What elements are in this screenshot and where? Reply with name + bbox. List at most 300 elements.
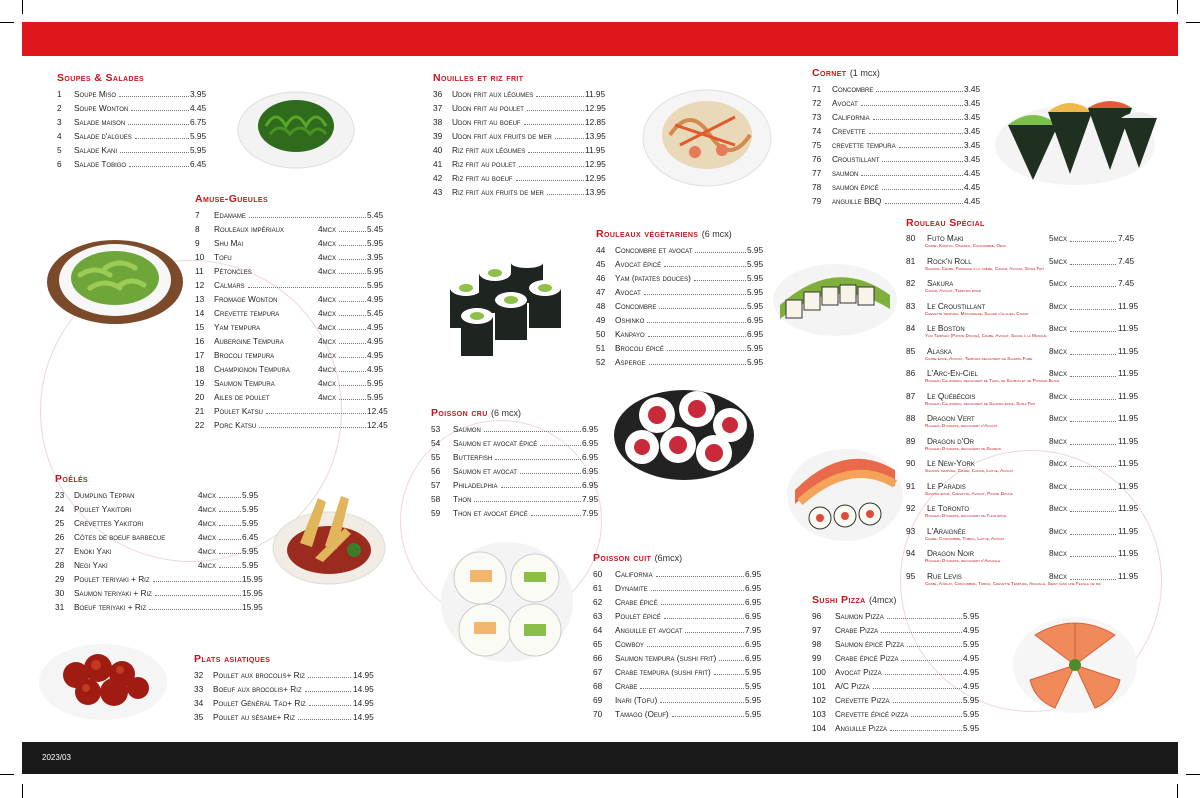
menu-item [812,82,985,96]
item-name: L'Araignée [927,525,966,536]
item-name: Crabe [615,681,638,691]
menu-item [593,651,766,665]
item-price: 3.45 [964,126,981,136]
menu-item [593,693,766,707]
menu-item [596,355,769,369]
item-size: 8mcx [1049,480,1067,491]
section-plats-asiatiques [194,653,381,724]
item-number: 60 [593,569,603,579]
item-number: 36 [433,89,443,99]
item-number: 103 [812,709,826,719]
menu-item [812,637,985,651]
crop-mark [1177,784,1178,798]
dot-leader [876,86,963,92]
item-name: Udon frit au boeuf [452,117,521,127]
item-number: 75 [812,140,822,150]
menu-item [596,313,769,327]
menu-item [55,530,267,544]
menu-item [593,707,766,721]
item-price: 5.95 [963,709,980,719]
item-price: 5.95 [190,131,207,141]
item-price: 5.95 [963,639,980,649]
item-name: Crabe épicé [615,597,658,607]
veg-maki-image [445,258,570,363]
section-title-text: Poisson cru [431,407,488,419]
item-name: Avocat Pizza [835,667,882,677]
section-soupes-salades [57,72,215,171]
item-name: Calmars [214,280,245,290]
menu-item [812,166,985,180]
item-description: Saumon tempura, Crabe, Caviar, Laitue, Avocat [925,468,1014,473]
item-number: 4 [57,131,62,141]
menu-item [812,721,985,735]
item-size: 8mcx [1049,458,1067,468]
item-price: 12.95 [585,173,606,183]
item-name: Thon [453,494,472,504]
dot-leader [873,683,962,689]
menu-item [593,609,766,623]
item-name: saumon [832,168,859,178]
item-number: 38 [433,117,443,127]
dot-leader [893,697,962,703]
section-title [812,594,985,606]
section-rouleau-special [906,217,1148,592]
item-number: 84 [906,323,916,333]
item-name: Asperge [615,357,646,367]
section-title-text: Poêlés [55,473,89,485]
item-name: Avocat épicé [615,259,662,269]
item-name: Negi Yaki [74,560,108,570]
crop-mark [1177,0,1178,14]
item-name: Poulet Général Tao+ Riz [213,698,306,708]
item-number: 59 [431,508,441,518]
item-price: 5.95 [745,667,762,677]
noodle-salad-image [640,80,775,190]
section-title [593,552,766,564]
item-size: 4mcx [318,350,336,360]
item-size: 4mcx [198,546,216,556]
section-title [57,72,215,84]
item-name: Salade Kani [74,145,118,155]
header-band [22,22,1178,56]
section-poeles [55,473,267,614]
dot-leader [869,128,963,134]
item-name: Inari (Tofu) [615,695,658,705]
item-name: anguille BBQ [832,196,882,206]
menu-item [55,544,267,558]
item-number: 87 [906,390,916,401]
item-description: Crevette tempura, Mayonnaise, Salade d'algues, Caviar [925,310,1029,316]
item-size: 5mcx [1049,278,1067,288]
dot-leader [882,184,963,190]
dot-leader [660,697,744,703]
dot-leader [501,482,581,488]
dot-leader [524,119,584,125]
menu-item [906,435,1148,458]
item-price: 3.45 [964,98,981,108]
menu-item [593,637,766,651]
item-name: Alaska [927,345,952,356]
item-number: 34 [194,698,204,708]
item-size: 8mcx [1049,413,1067,423]
item-number: 17 [195,350,205,360]
menu-item [433,171,609,185]
item-name: Rue Levis [927,570,962,581]
dot-leader [555,133,584,139]
dot-leader [495,454,581,460]
item-price: 6.95 [745,639,762,649]
item-number: 47 [596,287,606,297]
dot-leader [647,317,746,323]
item-number: 27 [55,546,65,556]
item-name: Poulet Yakitori [74,504,132,514]
menu-item [431,436,603,450]
item-size: 4mcx [318,336,336,346]
item-name: Brocoli épicé [615,343,664,353]
menu-item [195,376,388,390]
section-note: (1 mcx) [849,68,880,78]
section-title-text: Rouleaux végétariens [596,228,699,240]
item-name: Riz frit aux légumes [452,145,526,155]
item-name: saumon épicé [832,182,879,192]
dot-leader [695,247,746,253]
item-number: 54 [431,438,441,448]
item-name: Saumon et avocat [453,466,517,476]
item-number: 24 [55,504,65,514]
section-title-text: Soupes & Salades [57,72,145,84]
item-name: Anguille Pizza [835,723,888,733]
item-name: Thon et avocat épicé [453,508,528,518]
item-name: Le Toronto [927,503,970,513]
item-size: 8mcx [1049,300,1067,311]
item-description: Crabe, Kanpyo, Oshinko, Concombre, Oeuf [925,243,1006,248]
item-price: 11.95 [585,89,606,99]
item-number: 42 [433,173,443,183]
menu-item [57,143,215,157]
dot-leader [249,212,366,218]
dot-leader [219,520,241,526]
dot-leader [339,366,366,372]
menu-item [55,516,267,530]
item-price: 5.95 [367,266,384,276]
menu-item [431,450,603,464]
crop-mark [22,0,23,14]
dot-leader [248,282,366,288]
dot-leader [1070,326,1116,332]
section-title-text: Sushi Pizza [812,594,866,606]
item-size: 4mcx [318,378,336,388]
dot-leader [911,711,962,717]
item-name: Sakura [927,278,954,288]
item-number: 39 [433,131,443,141]
item-price: 7.45 [1118,233,1135,243]
item-number: 64 [593,625,603,635]
item-price: 12.95 [585,103,606,113]
item-number: 92 [906,503,916,513]
item-number: 80 [906,233,916,243]
menu-item [906,502,1148,525]
item-price: 12.85 [585,117,606,127]
item-price: 5.95 [747,259,764,269]
crop-mark [0,774,14,775]
item-name: Brocoli tempura [214,350,275,360]
dot-leader [881,627,962,633]
item-description: Crabe, Concombre, Tobiko, Laitue, Avocat [925,535,1005,541]
item-name: Boeuf aux brocolis+ Riz [213,684,302,694]
dot-leader [305,686,351,692]
item-name: Dynamite [615,583,648,593]
menu-item [431,478,603,492]
item-price: 6.95 [582,466,599,476]
menu-item [906,255,1148,278]
section-title [906,217,1148,229]
menu-item [812,623,985,637]
dot-leader [339,310,366,316]
item-price: 4.95 [963,667,980,677]
item-size: 4mcx [198,504,216,514]
dot-leader [659,303,746,309]
section-title-text: Cornet [812,67,847,79]
item-size: 4mcx [318,266,336,276]
item-price: 7.45 [1118,255,1135,266]
crop-mark [0,22,14,23]
item-number: 78 [812,182,822,192]
dot-leader [656,571,744,577]
item-number: 1 [57,89,62,99]
item-number: 43 [433,187,443,197]
item-price: 5.45 [367,308,384,318]
dot-leader [1070,574,1116,580]
dot-leader [219,534,241,540]
item-price: 5.95 [242,546,259,556]
dot-leader [714,669,744,675]
item-number: 23 [55,490,65,500]
menu-item [812,138,985,152]
item-size: 8mcx [1049,525,1067,536]
item-price: 15.95 [242,602,263,612]
item-number: 28 [55,560,65,570]
fried-tempura-image [270,488,388,588]
menu-item [906,480,1148,503]
item-number: 100 [812,667,826,677]
dot-leader [129,161,189,167]
item-price: 11.95 [1118,300,1139,311]
item-name: Soupe Wonton [74,103,129,113]
menu-item [593,679,766,693]
item-price: 5.95 [367,392,384,402]
item-name: Soupe Miso [74,89,117,99]
section-poisson-cru [431,407,603,520]
item-price: 15.95 [242,588,263,598]
menu-item [812,651,985,665]
item-name: Crevettes Yakitori [74,518,144,528]
item-price: 11.95 [1118,480,1139,491]
item-name: Crabe Pizza [835,625,879,635]
dot-leader [120,147,189,153]
menu-item [194,710,381,724]
item-name: Udon frit aux légumes [452,89,534,99]
dot-leader [536,91,584,97]
item-size: 4mcx [318,294,336,304]
item-price: 5.95 [367,378,384,388]
item-description: Rouleau Dynamite, recouvert de Thon épicé [925,513,1007,518]
dot-leader [339,240,366,246]
item-size: 8mcx [1049,323,1067,333]
item-number: 11 [195,266,204,276]
menu-item [906,412,1148,435]
item-size: 4mcx [318,322,336,332]
item-name: Saumon [453,424,481,434]
item-name: Avocat [615,287,641,297]
item-name: Tamago (Oeuf) [615,709,669,719]
menu-item [194,696,381,710]
item-number: 73 [812,112,822,122]
item-name: Riz frit aux fruits de mer [452,187,544,197]
item-price: 4.45 [964,168,981,178]
menu-item [593,595,766,609]
item-number: 72 [812,98,822,108]
dot-leader [1070,506,1116,512]
menu-item [194,682,381,696]
dot-leader [885,198,963,204]
item-number: 48 [596,301,606,311]
section-note: (4mcx) [868,595,897,605]
item-number: 77 [812,168,822,178]
section-sushi-pizza [812,594,985,735]
dot-leader [484,426,581,432]
item-price: 3.45 [964,112,981,122]
item-name: Udon frit aux fruits de mer [452,131,552,141]
menu-item [195,334,388,348]
item-size: 4mcx [198,560,216,570]
dot-leader [219,548,241,554]
item-price: 11.95 [1118,458,1139,468]
item-number: 93 [906,525,916,536]
item-name: Concombre [615,301,657,311]
item-price: 11.95 [1118,525,1139,536]
item-price: 7.95 [745,625,762,635]
item-name: Futo Maki [927,233,964,243]
item-number: 95 [906,570,916,581]
item-number: 9 [195,238,200,248]
item-number: 104 [812,723,826,733]
item-number: 7 [195,210,200,220]
item-price: 6.45 [242,532,259,542]
item-price: 12.95 [585,159,606,169]
section-title [194,653,381,665]
item-price: 11.95 [1118,413,1139,423]
section-nouilles-riz-frit [433,72,609,199]
tuna-maki-image [612,383,757,483]
menu-item [906,345,1148,368]
item-number: 99 [812,653,822,663]
menu-item [596,271,769,285]
menu-item [812,707,985,721]
item-price: 5.95 [747,245,764,255]
dot-leader [219,506,241,512]
menu-item [195,292,388,306]
item-price: 4.95 [963,681,980,691]
item-number: 21 [195,406,205,416]
menu-item [195,278,388,292]
item-name: Cowboy [615,639,644,649]
item-price: 11.95 [1118,435,1139,446]
item-name: L'Arc-En-Ciel [927,368,978,378]
dot-leader [694,275,746,281]
item-number: 79 [812,196,822,206]
item-number: 8 [195,224,200,234]
menu-item [906,367,1148,390]
item-number: 2 [57,103,62,113]
item-price: 6.95 [582,480,599,490]
section-note: (6 mcx) [491,408,522,418]
item-price: 11.95 [1118,368,1139,378]
menu-item [812,693,985,707]
item-number: 5 [57,145,62,155]
dot-leader [339,296,366,302]
item-name: Le Québécois [927,390,976,401]
dot-leader [119,91,189,97]
item-number: 44 [596,245,606,255]
menu-item [433,143,609,157]
item-name: Saumon et avocat épicé [453,438,538,448]
dot-leader [648,331,746,337]
item-price: 4.95 [367,294,384,304]
section-title-text: Amuse-Gueules [195,193,269,205]
rainbow-roll-image [785,440,905,545]
item-price: 6.95 [745,569,762,579]
dot-leader [685,627,744,633]
menu-item [433,157,609,171]
item-number: 57 [431,480,441,490]
menu-item [812,96,985,110]
item-number: 66 [593,653,603,663]
item-price: 13.95 [585,187,606,197]
dot-leader [527,105,584,111]
menu-item [195,418,388,432]
dot-leader [861,170,963,176]
item-number: 85 [906,345,916,356]
item-price: 5.95 [747,301,764,311]
dot-leader [219,492,241,498]
item-price: 11.95 [1118,570,1139,581]
menu-item [812,124,985,138]
item-price: 11.95 [1118,390,1139,401]
item-price: 3.45 [964,84,981,94]
item-number: 98 [812,639,822,649]
menu-item [906,547,1148,570]
menu-item [57,157,215,171]
item-number: 29 [55,574,65,584]
item-name: Philadelphia [453,480,498,490]
dot-leader [339,352,366,358]
menu-item [906,390,1148,413]
item-name: Crevette [832,126,866,136]
menu-item [596,243,769,257]
dot-leader [339,394,366,400]
item-price: 7.45 [1118,278,1135,288]
item-name: Riz frit au boeuf [452,173,513,183]
menu-item [57,101,215,115]
item-number: 90 [906,458,916,468]
section-cornet [812,67,985,208]
section-title [812,67,985,79]
item-name: Ailes de poulet [214,392,270,402]
item-price: 5.95 [242,518,259,528]
item-size: 8mcx [1049,368,1067,378]
menu-item [812,180,985,194]
menu-item [431,506,603,520]
